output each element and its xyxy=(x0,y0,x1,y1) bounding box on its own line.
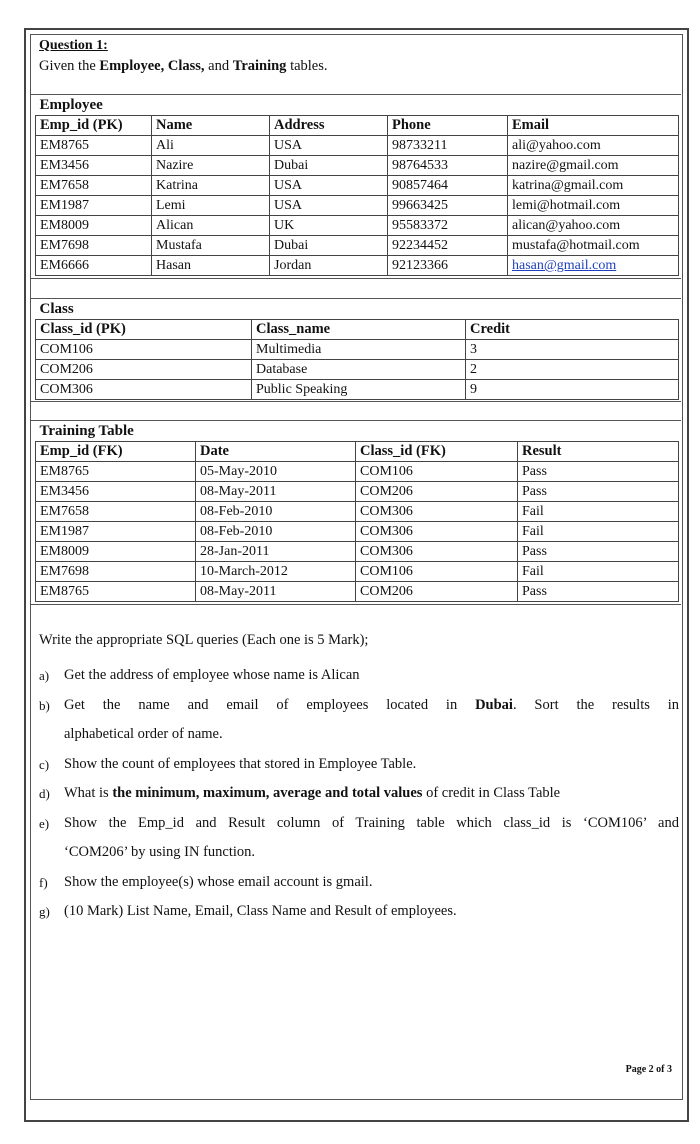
result-cell: Fail xyxy=(518,522,679,542)
table-row xyxy=(36,482,679,502)
address-cell: Jordan xyxy=(270,256,388,276)
email-cell: nazire@gmail.com xyxy=(508,156,679,176)
employee-header: Address xyxy=(270,116,388,136)
table-row xyxy=(36,176,679,196)
class-id-cell: COM206 xyxy=(36,360,252,380)
name-cell: Lemi xyxy=(152,196,270,216)
employee-header: Email xyxy=(508,116,679,136)
table-row xyxy=(36,562,679,582)
name-cell: Mustafa xyxy=(152,236,270,256)
address-cell: USA xyxy=(270,136,388,156)
table-row xyxy=(36,216,679,236)
emp-id-cell: EM8009 xyxy=(36,216,152,236)
email-cell: ali@yahoo.com xyxy=(508,136,679,156)
page-number: Page 2 of 3 xyxy=(625,1064,672,1075)
credit-cell: 9 xyxy=(466,380,679,400)
employee-caption: Employee xyxy=(36,96,679,116)
task-d xyxy=(39,779,679,809)
task-g xyxy=(39,897,679,927)
name-cell: Katrina xyxy=(152,176,270,196)
class-id-cell: COM306 xyxy=(356,542,518,562)
class-id-cell: COM106 xyxy=(356,562,518,582)
class-id-cell: COM306 xyxy=(356,522,518,542)
emp-id-cell: EM8765 xyxy=(36,582,196,602)
employee-header: Name xyxy=(152,116,270,136)
date-cell: 08-Feb-2010 xyxy=(196,522,356,542)
table-row xyxy=(36,522,679,542)
table-row xyxy=(36,542,679,562)
training-table xyxy=(35,422,679,602)
task-label: f) xyxy=(39,874,48,890)
phone-cell: 90857464 xyxy=(388,176,508,196)
phone-cell: 92234452 xyxy=(388,236,508,256)
training-header: Emp_id (FK) xyxy=(36,442,196,462)
table-row xyxy=(36,196,679,216)
result-cell: Fail xyxy=(518,562,679,582)
task-c xyxy=(39,750,679,780)
training-header: Date xyxy=(196,442,356,462)
task-label: c) xyxy=(39,756,50,772)
emp-id-cell: EM8765 xyxy=(36,136,152,156)
separator-before-employee xyxy=(31,94,681,95)
emp-id-cell: EM6666 xyxy=(36,256,152,276)
address-cell: USA xyxy=(270,176,388,196)
task-text: What is the minimum, maximum, average and total values of credit in Class Table xyxy=(64,785,561,801)
question-title: Question 1: xyxy=(39,38,108,53)
date-cell: 28-Jan-2011 xyxy=(196,542,356,562)
emp-id-cell: EM3456 xyxy=(36,482,196,502)
date-cell: 08-May-2011 xyxy=(196,482,356,502)
task-label: a) xyxy=(39,668,50,683)
date-cell: 08-May-2011 xyxy=(196,582,356,602)
name-cell: Ali xyxy=(152,136,270,156)
class-name-cell: Multimedia xyxy=(252,340,466,360)
credit-cell: 3 xyxy=(466,340,679,360)
address-cell: Dubai xyxy=(270,236,388,256)
task-text: (10 Mark) List Name, Email, Class Name and Result of employees. xyxy=(64,903,457,919)
date-cell: 08-Feb-2010 xyxy=(196,502,356,522)
phone-cell: 95583372 xyxy=(388,216,508,236)
class-id-cell: COM306 xyxy=(356,502,518,522)
date-cell: 05-May-2010 xyxy=(196,462,356,482)
task-a xyxy=(39,661,679,691)
date-cell: 10-March-2012 xyxy=(196,562,356,582)
class-id-cell: COM206 xyxy=(356,582,518,602)
emp-id-cell: EM7658 xyxy=(36,502,196,522)
emp-id-cell: EM3456 xyxy=(36,156,152,176)
emp-id-cell: EM1987 xyxy=(36,196,152,216)
emp-id-cell: EM7698 xyxy=(36,236,152,256)
emp-id-cell: EM7658 xyxy=(36,176,152,196)
class-header: Class_id (PK) xyxy=(36,320,252,340)
class-table xyxy=(35,300,679,400)
task-text: Show the count of employees that stored in Employee Table. xyxy=(64,755,417,772)
emp-id-cell: EM1987 xyxy=(36,522,196,542)
task-b xyxy=(39,691,679,750)
phone-cell: 92123366 xyxy=(388,256,508,276)
class-id-cell: COM106 xyxy=(356,462,518,482)
separator-before-class xyxy=(31,298,681,299)
email-cell: lemi@hotmail.com xyxy=(508,196,679,216)
class-id-cell: COM306 xyxy=(36,380,252,400)
email-cell: alican@yahoo.com xyxy=(508,216,679,236)
table-row xyxy=(36,360,679,380)
result-cell: Pass xyxy=(518,582,679,602)
task-f xyxy=(39,868,679,898)
employee-table xyxy=(35,96,679,276)
table-row xyxy=(36,380,679,400)
table-row xyxy=(36,582,679,602)
result-cell: Pass xyxy=(518,542,679,562)
result-cell: Pass xyxy=(518,462,679,482)
task-text: Get the name and email of employees located in Dubai. Sort the results in xyxy=(64,696,679,713)
class-name-cell: Public Speaking xyxy=(252,380,466,400)
emp-id-cell: EM8765 xyxy=(36,462,196,482)
class-name-cell: Database xyxy=(252,360,466,380)
task-text: Show the employee(s) whose email account is gmail. xyxy=(64,873,373,890)
class-id-cell: COM106 xyxy=(36,340,252,360)
address-cell: Dubai xyxy=(270,156,388,176)
email-link[interactable] xyxy=(508,256,679,276)
class-id-cell: COM206 xyxy=(356,482,518,502)
phone-cell: 99663425 xyxy=(388,196,508,216)
separator-after-training xyxy=(31,604,681,605)
task-label: d) xyxy=(39,786,50,801)
email-link-text[interactable]: hasan@gmail.com xyxy=(512,258,617,273)
training-caption: Training Table xyxy=(36,422,679,442)
task-text: Show the Emp_id and Result column of Training table which class_id is ‘COM106’ and xyxy=(64,814,679,831)
table-row xyxy=(36,462,679,482)
address-cell: USA xyxy=(270,196,388,216)
table-row xyxy=(36,502,679,522)
table-row xyxy=(36,236,679,256)
employee-header: Phone xyxy=(388,116,508,136)
class-caption: Class xyxy=(36,300,679,320)
phone-cell: 98733211 xyxy=(388,136,508,156)
name-cell: Alican xyxy=(152,216,270,236)
task-text: Get the address of employee whose name is Alican xyxy=(64,667,360,683)
address-cell: UK xyxy=(270,216,388,236)
result-cell: Fail xyxy=(518,502,679,522)
tasks-section xyxy=(39,632,679,927)
training-header: Class_id (FK) xyxy=(356,442,518,462)
task-e xyxy=(39,809,679,868)
separator-before-training xyxy=(31,420,681,421)
task-text-continued: alphabetical order of name. xyxy=(64,726,223,742)
training-header: Result xyxy=(518,442,679,462)
class-header: Credit xyxy=(466,320,679,340)
table-row xyxy=(36,156,679,176)
name-cell: Nazire xyxy=(152,156,270,176)
task-label: b) xyxy=(39,697,50,713)
tasks-intro: Write the appropriate SQL queries (Each one is 5 Mark); xyxy=(39,632,369,648)
result-cell: Pass xyxy=(518,482,679,502)
task-label: e) xyxy=(39,815,50,831)
email-cell: katrina@gmail.com xyxy=(508,176,679,196)
emp-id-cell: EM8009 xyxy=(36,542,196,562)
emp-id-cell: EM7698 xyxy=(36,562,196,582)
name-cell: Hasan xyxy=(152,256,270,276)
employee-header: Emp_id (PK) xyxy=(36,116,152,136)
task-text-continued: ‘COM206’ by using IN function. xyxy=(64,844,256,860)
phone-cell: 98764533 xyxy=(388,156,508,176)
separator-after-class xyxy=(31,401,681,402)
table-row xyxy=(36,136,679,156)
class-header: Class_name xyxy=(252,320,466,340)
table-row xyxy=(36,256,679,276)
question-intro: Given the Employee, Class, and Training tables. xyxy=(39,58,328,74)
table-row xyxy=(36,340,679,360)
email-cell: mustafa@hotmail.com xyxy=(508,236,679,256)
task-label: g) xyxy=(39,904,50,919)
credit-cell: 2 xyxy=(466,360,679,380)
separator-after-employee xyxy=(31,278,681,279)
